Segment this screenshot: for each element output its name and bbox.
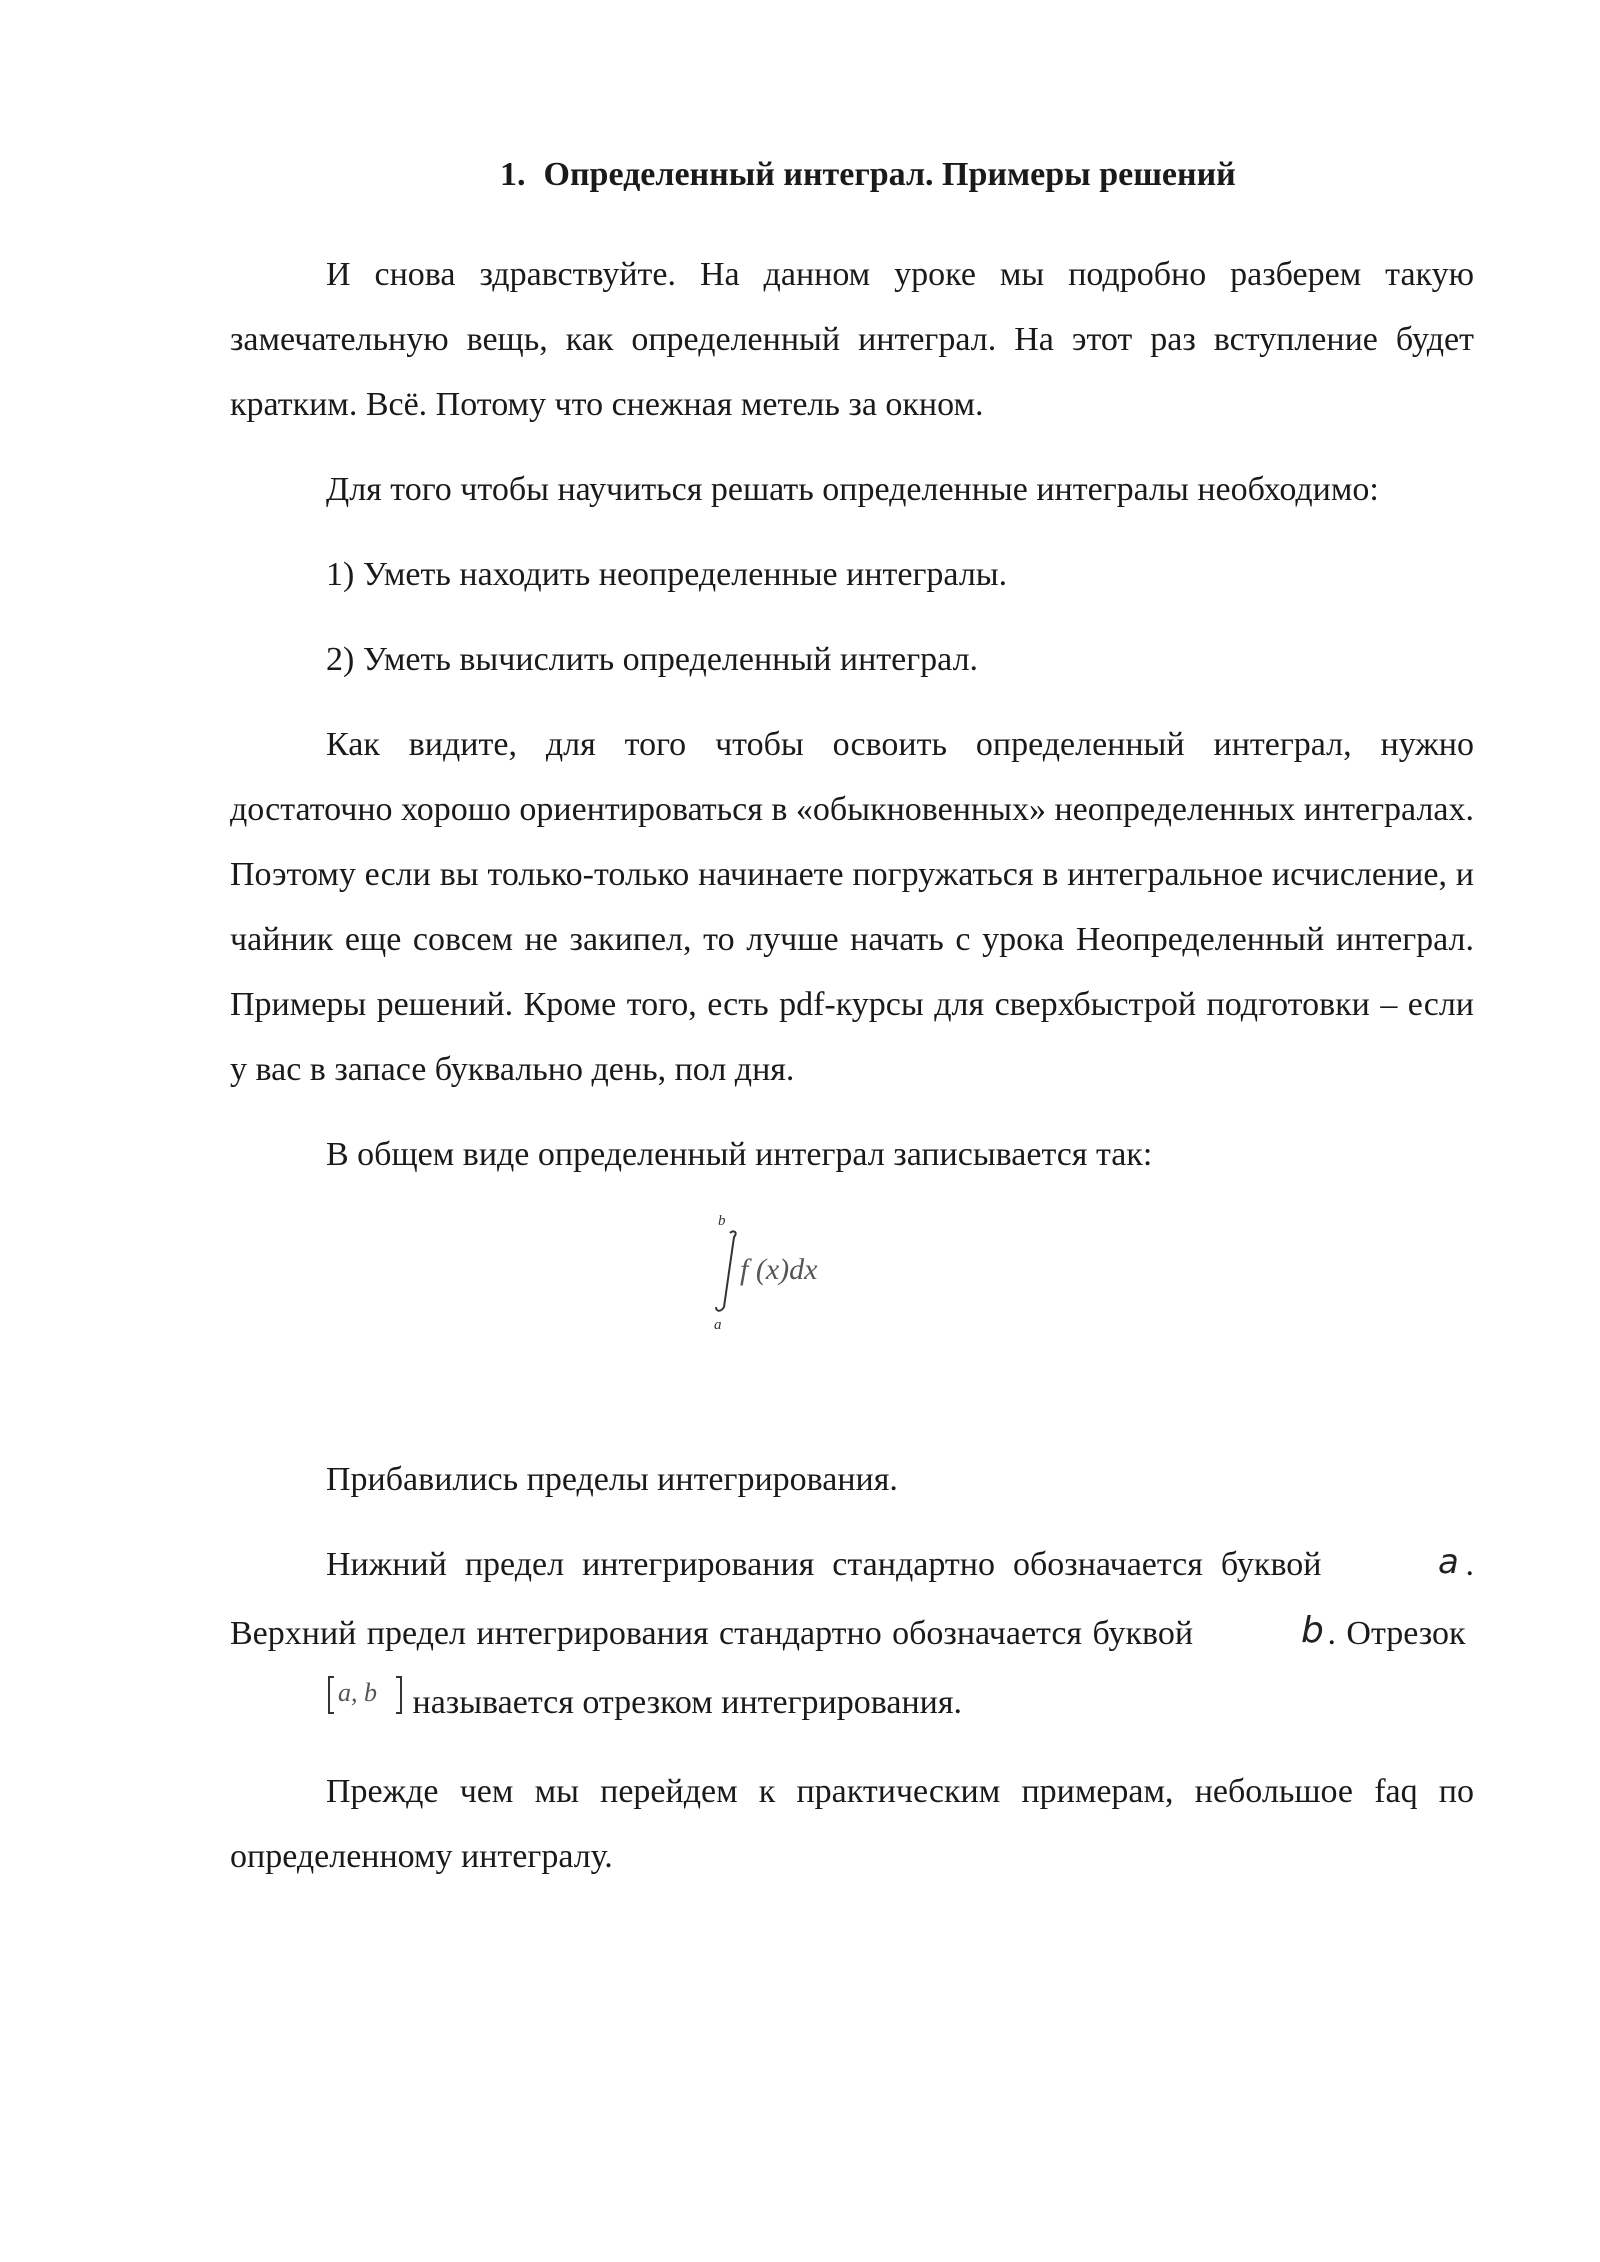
limits-paragraph: Прибавились пределы интегрирования. [326,1461,898,1498]
faq-intro-paragraph: Прежде чем мы перейдем к практическим примерам, небольшое faq по определенному интегралу. [230,1773,1474,1875]
definite-integral-image [710,1207,950,1337]
lower-limit-letter [1340,1536,1466,1601]
segment-definition-text: называется отрезком интегрирования. [412,1684,962,1721]
requirements-paragraph: Для того чтобы научиться решать определенные интегралы необходимо: [326,471,1379,508]
segment-text: . Отрезок [1327,1615,1466,1652]
integral-sign [716,1231,736,1310]
upper-limit: b [718,1213,726,1229]
explanation-paragraph: Как видите, для того чтобы освоить определенный интеграл, нужно достаточно хорошо ориентироваться в «обыкновенных» неопределенных интегралах. Поэтому если вы только-только начинаете погружаться в интегральное исчисление, и чайник еще совсем не закипел, то лучше начать с урока Неопределенный интеграл. Примеры решений. Кроме того, есть pdf-курсы для сверхбыстрой подготовки – если у вас в запасе буквально день, пол дня. [230,726,1475,1088]
requirement-item-1: 1) Уметь находить неопределенные интегралы. [326,556,1008,593]
integral-formula [230,1207,1474,1337]
requirement-item-2: 2) Уметь вычислить определенный интеграл. [326,641,979,678]
general-form-paragraph: В общем виде определенный интеграл записывается так: [326,1136,1153,1173]
intro-paragraph: И снова здравствуйте. На данном уроке мы подробно разберем такую замечательную вещь, как определенный интеграл. На этот раз вступление будет кратким. Всё. Потому что снежная метель за окном. [230,256,1474,423]
upper-letter: b [1301,1610,1325,1648]
lower-limit: a [714,1317,722,1333]
section-heading [230,140,1474,210]
lower-limit-text: Нижний предел интегрирования стандартно обозначается буквой [326,1546,1322,1583]
document-body [230,140,1474,1909]
heading-number: 1. [500,156,526,193]
limits-definition-paragraph [230,1532,1474,1739]
lower-letter: a [1437,1543,1459,1579]
upper-limit-text: . Верхний предел интегрирования стандартно обозначается буквой [230,1546,1474,1652]
segment-symbol [230,1673,404,1739]
upper-limit-letter [1203,1605,1327,1670]
integrand: f (x)dx [740,1253,818,1286]
segment-label: a, b [338,1678,377,1707]
heading-title: Определенный интеграл. Примеры решений [543,156,1236,193]
